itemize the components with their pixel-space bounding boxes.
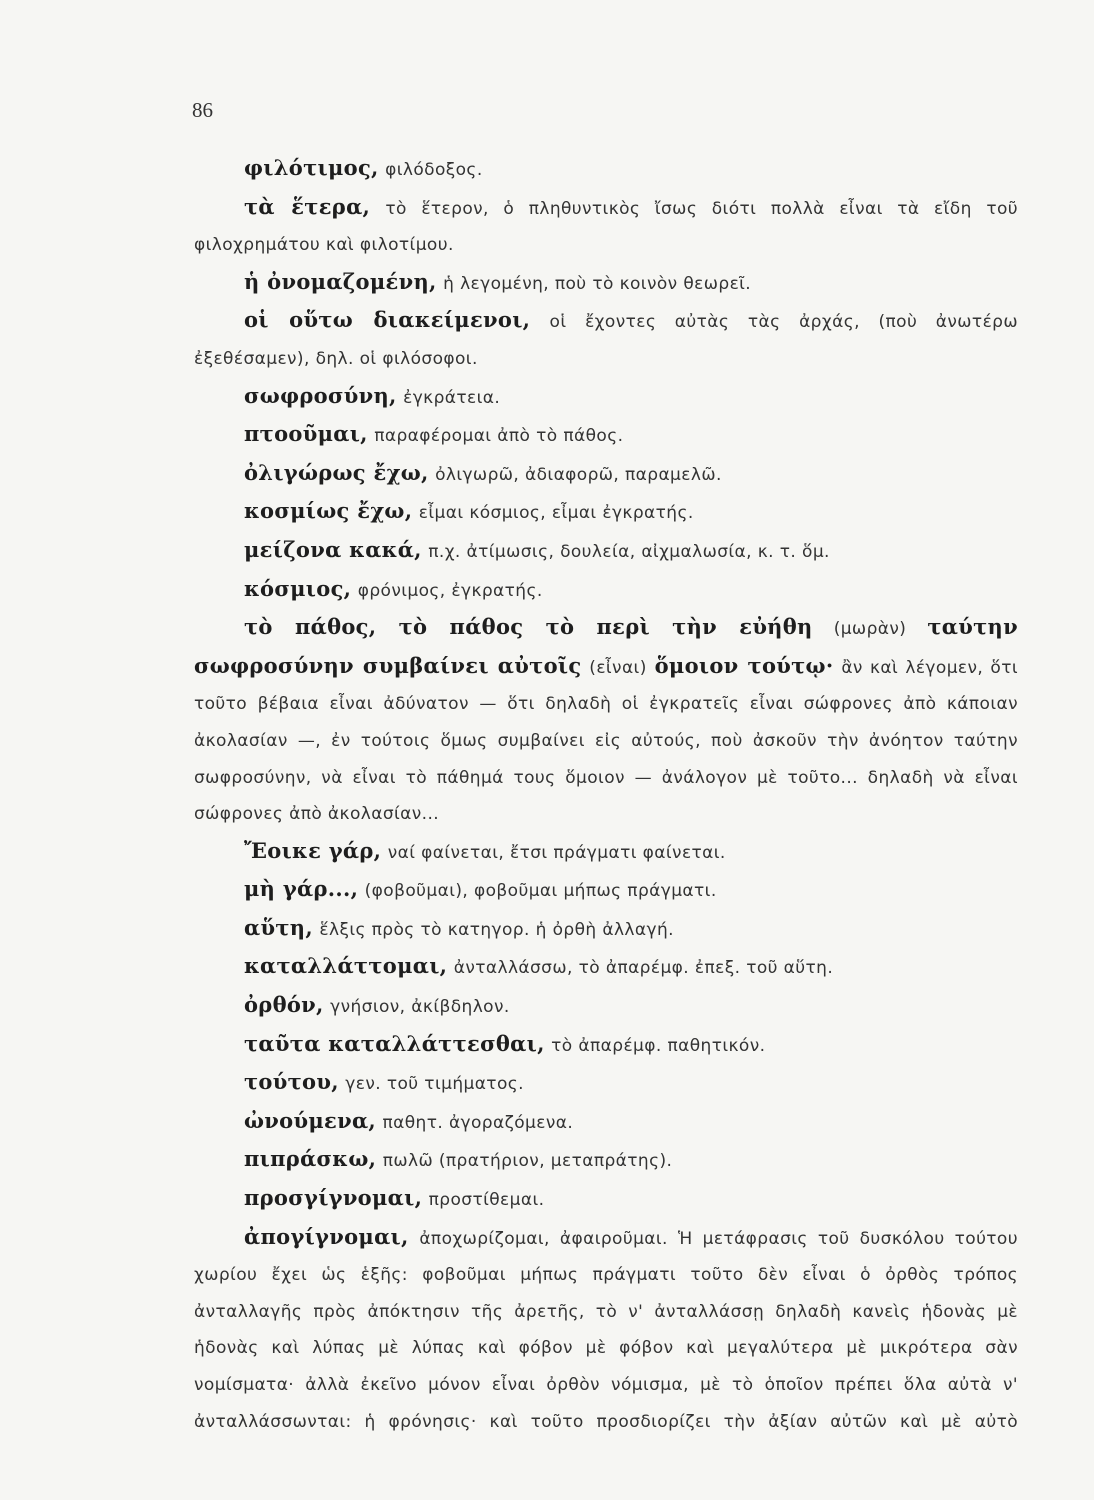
gloss-headword: ταῦτα καταλλάττεσθαι, bbox=[244, 1030, 545, 1056]
gloss-explanation: φιλόδοξος. bbox=[385, 160, 483, 180]
gloss-entry bbox=[194, 455, 1018, 494]
gloss-headword: τούτου, bbox=[244, 1069, 339, 1095]
gloss-entry bbox=[194, 189, 1018, 264]
gloss-explanation: ἕλξις πρὸς τὸ κατηγορ. ἡ ὀρθὴ ἀλλαγή. bbox=[319, 919, 674, 940]
gloss-headword: τὰ ἕτερα, bbox=[244, 193, 371, 219]
gloss-explanation: ἀποχωρίζομαι, ἀφαιροῦμαι. Ἡ μετάφρασις τοῦ δυσκόλου τούτου χωρίου ἔχει ὡς ἑξῆς: φοβοῦμαι μήπως πράγματι τοῦτο δὲν εἶναι ὁ ὀρθὸς τρόπος ἀνταλλαγῆς πρὸς ἀπόκτησιν τῆς ἀρετῆς, τὸ ν' ἀνταλλάσσῃ δηλαδὴ κανεὶς ἡδονὰς μὲ ἡδονὰς καὶ λύπας μὲ λύπας καὶ φόβον μὲ φόβον καὶ μεγαλύτερα μὲ μικρότερα σὰν νομίσματα· ἀλλὰ ἐκεῖνο μόνον εἶναι ὀρθὸν νόμισμα, μὲ τὸ ὁποῖον πρέπει ὅλα αὐτὰ ν' ἀνταλλάσσωνται: ἡ φρόνησις· καὶ τοῦτο προσδιορίζει τὴν ἀξίαν αὐτῶν καὶ μὲ αὐτὸ bbox=[194, 1228, 1018, 1432]
gloss-headword: ταύτην σωφροσύνην συμβαίνει αὐτοῖς bbox=[194, 614, 1018, 678]
gloss-headword: ὀλιγώρως ἔχω, bbox=[244, 459, 429, 485]
gloss-entry bbox=[194, 571, 1018, 610]
gloss-explanation: οἱ ἔχοντες αὐτὰς τὰς ἀρχάς, (ποὺ ἀνωτέρω ἐξεθέσαμεν), δηλ. οἱ φιλόσοφοι. bbox=[194, 312, 1018, 369]
gloss-headword: οἱ οὕτω διακείμενοι, bbox=[244, 307, 531, 333]
gloss-headword: μείζονα κακά, bbox=[244, 536, 422, 562]
gloss-explanation: τὸ ἕτερον, ὁ πληθυντικὸς ἴσως διότι πολλὰ εἶναι τὰ εἴδη τοῦ φιλοχρημάτου καὶ φιλοτίμου. bbox=[194, 198, 1018, 256]
gloss-headword: πτοοῦμαι, bbox=[244, 421, 368, 447]
gloss-headword: τὸ πάθος, τὸ πάθος τὸ περὶ τὴν εὐήθη bbox=[244, 614, 813, 640]
gloss-headword: πιπράσκω, bbox=[244, 1146, 377, 1172]
gloss-entry bbox=[194, 910, 1018, 949]
gloss-explanation: γνήσιον, ἀκίβδηλον. bbox=[330, 997, 510, 1018]
gloss-explanation: (μωρὰν) bbox=[833, 619, 907, 640]
gloss-explanation: φρόνιμος, ἐγκρατής. bbox=[357, 580, 543, 601]
page-number: 86 bbox=[192, 98, 213, 122]
gloss-headword: ὅμοιον τούτῳ· bbox=[654, 652, 834, 678]
gloss-headword: φιλότιμος, bbox=[244, 155, 379, 180]
commentary-text bbox=[194, 150, 1018, 1440]
gloss-entry bbox=[194, 532, 1018, 571]
gloss-headword: αὕτη, bbox=[244, 914, 313, 940]
gloss-entry bbox=[194, 609, 1018, 833]
gloss-headword: μὴ γάρ..., bbox=[244, 876, 359, 902]
gloss-explanation: ναί φαίνεται, ἔτσι πράγματι φαίνεται. bbox=[387, 842, 726, 863]
gloss-headword: Ἔοικε γάρ, bbox=[244, 837, 382, 863]
gloss-headword: ὀρθόν, bbox=[244, 992, 324, 1018]
gloss-entry bbox=[194, 150, 1018, 189]
gloss-entry bbox=[194, 833, 1018, 872]
gloss-entry bbox=[194, 493, 1018, 532]
gloss-entry bbox=[194, 378, 1018, 417]
gloss-explanation: (εἶναι) bbox=[589, 657, 647, 678]
gloss-explanation: ἡ λεγομένη, ποὺ τὸ κοινὸν θεωρεῖ. bbox=[443, 273, 752, 294]
gloss-entry bbox=[194, 1064, 1018, 1103]
gloss-entry bbox=[194, 1141, 1018, 1180]
gloss-entry bbox=[194, 416, 1018, 455]
gloss-headword: προσγίγνομαι, bbox=[244, 1185, 423, 1211]
gloss-headword: ὠνούμενα, bbox=[244, 1107, 377, 1133]
gloss-explanation: ἂν καὶ λέγομεν, ὅτι τοῦτο βέβαια εἶναι ἀδύνατον — ὅτι δηλαδὴ οἱ ἐγκρατεῖς εἶναι σώφρονες ἀπὸ κάποιαν ἀκολασίαν —, ἐν τούτοις ὅμως συμβαίνει εἰς αὐτούς, ποὺ ἀσκοῦν τὴν ἀνόητον ταύτην σωφροσύνην, νὰ εἶναι τὸ πάθημά τους ὅμοιον — ἀνάλογον μὲ τοῦτο... δηλαδὴ νὰ εἶναι σώφρονες ἀπὸ ἀκολασίαν... bbox=[194, 657, 1018, 825]
gloss-entry bbox=[194, 264, 1018, 303]
gloss-entry bbox=[194, 871, 1018, 910]
gloss-headword: σωφροσύνη, bbox=[244, 382, 397, 408]
gloss-explanation: παραφέρομαι ἀπὸ τὸ πάθος. bbox=[374, 426, 624, 447]
gloss-explanation: (φοβοῦμαι), φοβοῦμαι μήπως πράγματι. bbox=[364, 881, 717, 902]
gloss-entry bbox=[194, 1180, 1018, 1219]
gloss-explanation: πωλῶ (πρατήριον, μεταπράτης). bbox=[382, 1151, 673, 1172]
gloss-explanation: ἐγκράτεια. bbox=[403, 387, 501, 408]
gloss-headword: κοσμίως ἔχω, bbox=[244, 498, 413, 524]
gloss-entry bbox=[194, 1103, 1018, 1142]
gloss-explanation: εἶμαι κόσμιος, εἶμαι ἐγκρατής. bbox=[418, 503, 694, 524]
gloss-headword: ἀπογίγνομαι, bbox=[244, 1223, 409, 1249]
gloss-explanation: τὸ ἀπαρέμφ. παθητικόν. bbox=[551, 1035, 766, 1056]
gloss-headword: καταλλάττομαι, bbox=[244, 953, 448, 979]
gloss-explanation: παθητ. ἀγοραζόμενα. bbox=[382, 1112, 574, 1133]
gloss-entry bbox=[194, 1026, 1018, 1065]
gloss-entry bbox=[194, 987, 1018, 1026]
gloss-headword: ἡ ὀνομαζομένη, bbox=[244, 268, 437, 294]
gloss-entry bbox=[194, 1219, 1018, 1441]
gloss-explanation: προστίθεμαι. bbox=[428, 1190, 545, 1211]
gloss-explanation: ἀνταλλάσσω, τὸ ἀπαρέμφ. ἐπεξ. τοῦ αὕτη. bbox=[453, 958, 834, 979]
gloss-entry bbox=[194, 302, 1018, 377]
gloss-explanation: γεν. τοῦ τιμήματος. bbox=[345, 1074, 524, 1095]
gloss-explanation: ὀλιγωρῶ, ἀδιαφορῶ, παραμελῶ. bbox=[435, 464, 722, 485]
gloss-headword: κόσμιος, bbox=[244, 575, 352, 601]
gloss-entry bbox=[194, 948, 1018, 987]
gloss-explanation: π.χ. ἀτίμωσις, δουλεία, αἰχμαλωσία, κ. τ. ὅμ. bbox=[428, 541, 830, 562]
